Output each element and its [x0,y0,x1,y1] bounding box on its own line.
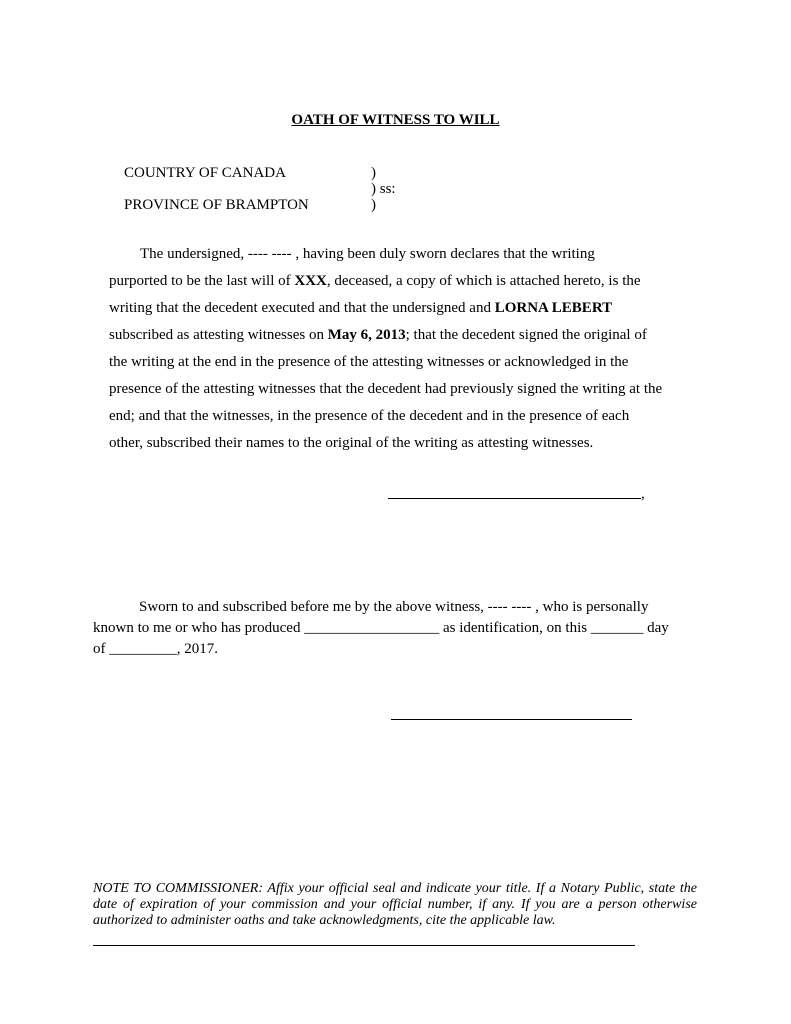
venue-country: COUNTRY OF CANADA [124,165,286,181]
venue-bracket-top: ) [371,165,376,181]
oath-body-paragraph [109,241,699,457]
signature-comma: , [641,486,645,502]
body-text: , deceased, a copy of which is attached hereto, is the [326,273,641,289]
venue-bracket-ss: ) ss: [371,181,396,197]
jurat-line [93,597,703,618]
testator-name: XXX [294,273,327,289]
venue-province: PROVINCE OF BRAMPTON [124,197,309,213]
body-text: ; that the decedent signed the original of [405,327,647,343]
body-line: presence of the attesting witnesses that the decedent had previously signed the writing at the [109,381,663,397]
jurat-text: Sworn to and subscribed before me by the above witness, ---- ---- , who is personally [139,599,649,615]
body-text: writing that the decedent executed and that the undersigned and [109,300,495,316]
body-line [109,241,699,268]
commissioner-signature-line [391,719,632,720]
commissioner-note: NOTE TO COMMISSIONER: Affix your official seal and indicate your title. If a Notary Public, state the date of expiration of your commission and your official number, if any. If you are a person otherwise authorized to administer oaths and take acknowledgments, cite the applicable law. [93,881,697,928]
witness-signature-line [388,498,641,499]
body-line [109,322,699,349]
witness-name: LORNA LEBERT [494,300,613,316]
witness-date: May 6, 2013 [327,327,406,343]
body-text: The undersigned, ---- ---- , having been duly sworn declares that the writing [140,246,595,262]
body-line: other, subscribed their names to the original of the writing as attesting witnesses. [109,435,594,451]
jurat-line: of _________, 2017. [93,641,218,657]
body-line [109,268,699,295]
body-line: the writing at the end in the presence of the attesting witnesses or acknowledged in the [109,354,629,370]
body-line: end; and that the witnesses, in the presence of the decedent and in the presence of each [109,408,630,424]
venue-bracket-bottom: ) [371,197,376,213]
body-text: subscribed as attesting witnesses on [109,327,328,343]
jurat-line: known to me or who has produced __________________ as identification, on this _______ day [93,620,669,636]
jurat-paragraph [93,597,703,660]
note-rule [93,945,635,946]
body-text: purported to be the last will of [109,273,295,289]
body-line [109,295,699,322]
document-title: OATH OF WITNESS TO WILL [291,112,500,128]
